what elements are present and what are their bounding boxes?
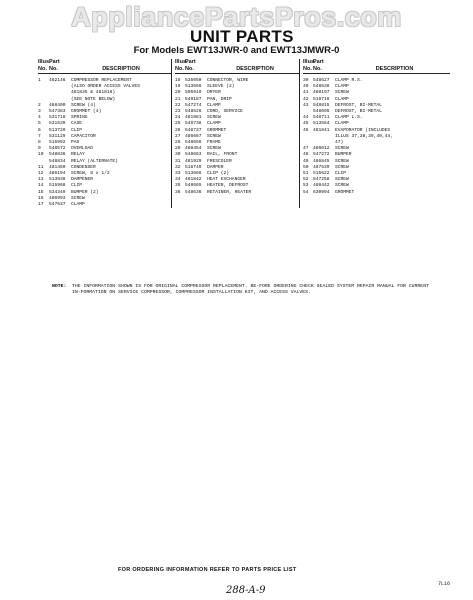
part-no: 488197 — [313, 90, 330, 96]
part-no: 548695 — [313, 109, 330, 115]
part-description: DEFROST, BI-METAL — [335, 102, 382, 108]
part-no: 488454 — [185, 146, 202, 152]
illus-no: 45 — [303, 121, 309, 127]
part-no: 481842 — [185, 177, 202, 183]
part-description: FRAME — [207, 140, 221, 146]
part-description: FRESCOLER — [207, 158, 232, 164]
part-row — [38, 202, 171, 208]
part-description: OVERLOAD — [71, 146, 94, 152]
illus-no: 42 — [303, 96, 309, 102]
part-description: CLIP — [335, 171, 347, 177]
illus-no: 11 — [38, 164, 44, 170]
part-no: 486194 — [49, 171, 66, 177]
part-description: SCREW — [71, 195, 85, 201]
part-no: 487539 — [313, 164, 330, 170]
part-no: 481841 — [313, 127, 330, 133]
part-description: CLIP — [71, 183, 83, 189]
part-no: 547274 — [185, 102, 202, 108]
illus-no: 21 — [175, 96, 181, 102]
part-description: CLIP — [71, 127, 83, 133]
part-description: DEFROST, BI-METAL — [335, 109, 382, 115]
part-description: HEATER, DEFROST — [207, 183, 249, 189]
page-title: UNIT PARTS — [190, 27, 294, 46]
ordering-info-footer: FOR ORDERING INFORMATION REFER TO PARTS PRICE LIST — [118, 567, 297, 573]
part-no: 481981 — [185, 115, 202, 121]
parts-rows — [175, 78, 299, 196]
parts-rows — [303, 78, 450, 196]
part-no: 547272 — [313, 152, 330, 158]
page-subtitle: For Models EWT13JWR-0 and EWT13JMWR-0 — [133, 45, 340, 56]
part-row — [175, 190, 299, 196]
part-no: 488400 — [49, 102, 66, 108]
part-description: DRYER — [207, 90, 221, 96]
illus-no: 3 — [38, 109, 41, 115]
part-no: 548836 — [49, 152, 66, 158]
illus-no: 51 — [303, 171, 309, 177]
illus-no: 53 — [303, 183, 309, 189]
illus-no: 35 — [175, 183, 181, 189]
part-description: CAPACITOR — [71, 133, 96, 139]
illus-no: 27 — [175, 133, 181, 139]
part-description: (SEE NOTE BELOW) — [71, 96, 116, 102]
part-description: SCREW — [335, 90, 349, 96]
part-no: 486012 — [313, 146, 330, 152]
part-description: RELAY — [71, 152, 85, 158]
parts-rows — [38, 78, 171, 208]
part-description: SCREW — [335, 183, 349, 189]
illus-no: 41 — [303, 90, 309, 96]
part-no: 548572 — [49, 146, 66, 152]
illus-no: 7 — [38, 133, 41, 139]
illus-no: 4 — [38, 115, 41, 121]
illus-no: 39 — [303, 78, 309, 83]
part-no: 547383 — [49, 109, 66, 115]
illus-no-header: Illus. No. — [175, 59, 188, 72]
page-code: 7L16 — [438, 581, 451, 587]
part-description: 481835 & 481816) — [71, 90, 116, 96]
part-description: CLAMP — [207, 121, 221, 127]
illus-no: 8 — [38, 140, 41, 146]
illus-no: 22 — [175, 102, 181, 108]
illus-no: 47 — [303, 146, 309, 152]
part-description: RELAY (ALTERNATE) — [71, 158, 118, 164]
part-description: SCREW — [207, 133, 221, 139]
illus-no: 10 — [38, 152, 44, 158]
illus-no: 20 — [175, 90, 181, 96]
part-no: 482146 — [49, 78, 66, 83]
illus-no-header: Illus. No. — [303, 59, 316, 72]
part-no: 515992 — [49, 140, 66, 146]
part-no: 535050 — [185, 78, 202, 83]
part-no: 513666 — [185, 84, 202, 90]
part-description: SCREW — [207, 146, 221, 152]
part-no: 547258 — [313, 177, 330, 183]
illus-no: 24 — [175, 115, 181, 121]
illus-no: 48 — [303, 152, 309, 158]
part-description: GROMMET — [335, 189, 355, 195]
part-description: DAMPENER — [71, 177, 94, 183]
column-header — [38, 59, 171, 74]
part-no: 548711 — [313, 115, 330, 121]
part-no: 531539 — [49, 121, 66, 127]
part-no: 534349 — [49, 189, 66, 195]
illus-no: 28 — [175, 140, 181, 146]
illus-no: 13 — [38, 177, 44, 183]
part-description: SCREW, 8 x 1/2 — [71, 171, 110, 177]
part-no: 481929 — [185, 158, 202, 164]
part-description: EVAPORATOR (INCLUDES — [335, 127, 391, 133]
part-description: ILLUS 37,38,39,40,44, — [335, 133, 393, 139]
part-row — [303, 190, 450, 196]
illus-no: 50 — [303, 164, 309, 170]
part-no-header: Part No. — [49, 59, 60, 72]
part-description: RAIL, FRONT — [207, 152, 238, 158]
illus-no: 23 — [175, 109, 181, 115]
part-no: 548636 — [185, 189, 202, 195]
illus-no: 1 — [38, 78, 41, 83]
column-header — [175, 59, 299, 74]
part-no: 548526 — [185, 109, 202, 115]
part-no: 548815 — [313, 102, 330, 108]
part-description: PAN, DRIP — [207, 96, 232, 102]
part-description: SCREW — [335, 158, 349, 164]
part-description: SCREW (4) — [71, 102, 96, 108]
part-description: CONNECTOR, WIRE — [207, 78, 249, 83]
description-header: DESCRIPTION — [375, 65, 414, 72]
illus-no: 19 — [175, 84, 181, 90]
illus-no: 18 — [175, 78, 181, 83]
illus-no: 34 — [175, 177, 181, 183]
part-description: RETAINER, HEATER — [207, 189, 252, 195]
part-description: CASE — [71, 121, 83, 127]
part-description: CLIP (2) — [207, 171, 230, 177]
part-description: DAMPER — [207, 164, 224, 170]
illus-no: 14 — [38, 183, 44, 189]
part-no: 516749 — [185, 164, 202, 170]
part-description: HEAT EXCHANGER — [207, 177, 246, 183]
part-no: 486845 — [313, 158, 330, 164]
part-description: SCREW — [207, 115, 221, 121]
illus-no: 5 — [38, 121, 41, 127]
part-description: (ALSO ORDER ACCESS VALVES — [71, 84, 140, 90]
part-description: SCREW — [335, 164, 349, 170]
part-no: 481460 — [49, 164, 66, 170]
part-no: 505919 — [185, 90, 202, 96]
illus-no: 9 — [38, 146, 41, 152]
part-no: 513584 — [313, 121, 330, 127]
handwritten-note: 288-A-9 — [226, 585, 266, 596]
note-label: NOTE: — [52, 284, 67, 289]
part-description: GROMMET — [207, 127, 227, 133]
part-no-header: Part No. — [185, 59, 196, 72]
part-description: CLAMP — [335, 84, 349, 90]
illus-no: 46 — [303, 127, 309, 133]
illus-no: 40 — [303, 84, 309, 90]
note-text: THE INFORMATION SHOWN IS FOR ORIGINAL COMPRESSOR REPLACEMENT. BE-FORE ORDERING CHECK SEALED SYSTEM REPAIR MANUAL FOR CURRENT IN-FORMATION ON SERVICE COMPRESSOR, COMPRESSOR INSTALLATION KIT, AND ACCESS VALVES. — [72, 284, 429, 296]
illus-no: 54 — [303, 189, 309, 195]
part-description: GROMMET (4) — [71, 109, 102, 115]
illus-no: 31 — [175, 158, 181, 164]
illus-no: 36 — [175, 189, 181, 195]
part-no: 515622 — [313, 171, 330, 177]
illus-no: 29 — [175, 146, 181, 152]
part-description: COMPRESSOR REPLACEMENT — [71, 78, 132, 83]
part-no: 486667 — [185, 133, 202, 139]
part-no: 630994 — [313, 189, 330, 195]
illus-no: 44 — [303, 115, 309, 121]
part-no: 547637 — [49, 202, 66, 208]
part-no: 515968 — [49, 183, 66, 189]
part-no: 548638 — [313, 84, 330, 90]
parts-table — [38, 59, 450, 208]
illus-no: 26 — [175, 127, 181, 133]
note — [52, 284, 432, 297]
part-no: 548627 — [313, 78, 330, 83]
illus-no: 12 — [38, 171, 44, 177]
parts-column-1 — [38, 59, 171, 208]
part-no: 513666 — [185, 171, 202, 177]
part-no: 549187 — [185, 96, 202, 102]
part-no: 548737 — [185, 127, 202, 133]
illus-no-header: Illus. No. — [38, 59, 51, 72]
part-description: 47) — [335, 140, 344, 146]
part-description: CLAMP — [335, 121, 349, 127]
description-header: DESCRIPTION — [102, 65, 140, 72]
part-no: 488442 — [313, 183, 330, 189]
illus-no: 43 — [303, 102, 309, 108]
illus-no: 30 — [175, 152, 181, 158]
part-description: CLAMP — [207, 102, 221, 108]
watermark: AppliancePartsPros.com — [71, 2, 402, 32]
part-description: BUMPER (2) — [71, 189, 99, 195]
illus-no: 52 — [303, 177, 309, 183]
part-no: 548834 — [49, 158, 66, 164]
description-header: DESCRIPTION — [236, 65, 274, 72]
part-description: SLEEVE (2) — [207, 84, 235, 90]
part-description: CLAMP L.S. — [335, 115, 363, 121]
part-no: 548665 — [185, 183, 202, 189]
parts-column-2 — [171, 59, 299, 208]
part-description: BUMPER — [335, 152, 352, 158]
illus-no: 32 — [175, 164, 181, 170]
illus-no: 33 — [175, 171, 181, 177]
part-description: SPRING — [71, 115, 88, 121]
part-no: 519716 — [313, 96, 330, 102]
part-no: 548738 — [185, 121, 202, 127]
part-no: 531129 — [49, 133, 66, 139]
illus-no: 25 — [175, 121, 181, 127]
illus-no: 49 — [303, 158, 309, 164]
part-no-header: Part No. — [313, 59, 324, 72]
illus-no: 17 — [38, 202, 44, 208]
illus-no: 16 — [38, 195, 44, 201]
part-description: CORD, SERVICE — [207, 109, 243, 115]
part-no: 531718 — [49, 115, 66, 121]
part-description: CONDENSER — [71, 164, 96, 170]
illus-no: 2 — [38, 102, 41, 108]
parts-column-3 — [299, 59, 450, 208]
part-no: 513938 — [49, 177, 66, 183]
part-description: SCREW — [335, 146, 349, 152]
illus-no: 6 — [38, 127, 41, 133]
part-description: CLAMP — [71, 202, 85, 208]
part-description: CLAMP R.S. — [335, 78, 363, 83]
part-no: 513720 — [49, 127, 66, 133]
part-no: 548663 — [185, 152, 202, 158]
illus-no: 15 — [38, 189, 44, 195]
part-description: SCREW — [335, 177, 349, 183]
part-no: 548656 — [185, 140, 202, 146]
column-header — [303, 59, 450, 74]
part-description: CLAMP — [335, 96, 349, 102]
part-description: PAD — [71, 140, 80, 146]
part-no: 486993 — [49, 195, 66, 201]
